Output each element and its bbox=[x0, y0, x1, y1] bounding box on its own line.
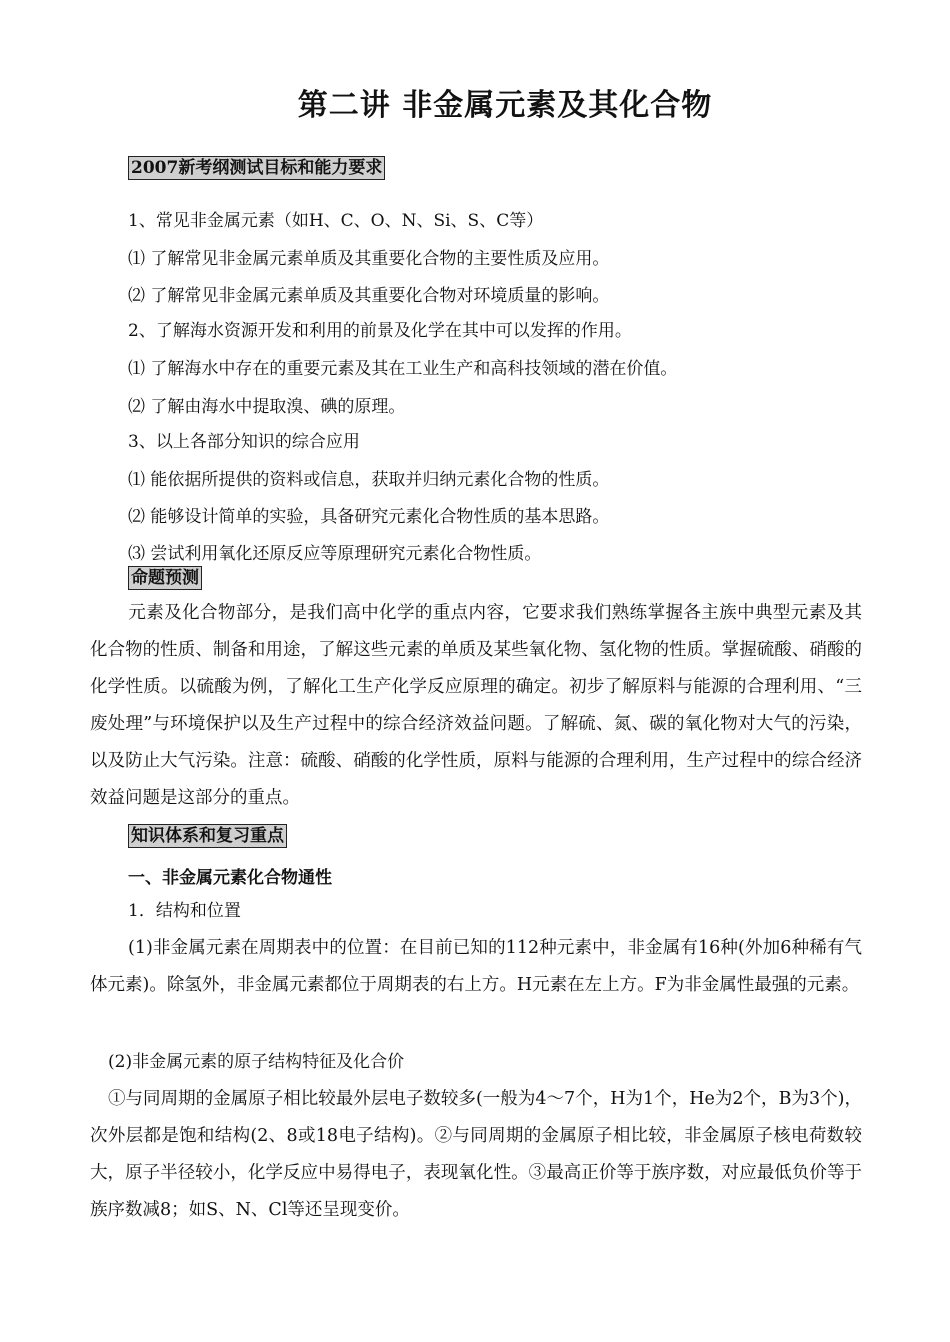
list-item: 3、以上各部分知识的综合应用 bbox=[128, 432, 360, 452]
list-item: ⑵ 了解由海水中提取溴、碘的原理。 bbox=[128, 397, 406, 417]
structure-text: ①与同周期的金属原子相比较最外层电子数较多(一般为4～7个，H为1个，He为2个，B为3个)，次外层都是饱和结构(2、8或18电子结构)。②与同周期的金属原子相比较，非金属原子核电荷数较大，原子半径较小，化学反应中易得电子，表现氧化性。③最高正价等于族序数，对应最低负价等于族序数减8；如S、N、Cl等还呈现变价。 bbox=[90, 1089, 862, 1220]
structure-paragraph bbox=[90, 1081, 862, 1229]
list-item: 1、常见非金属元素（如H、C、O、N、Si、S、C等） bbox=[128, 211, 544, 231]
list-item: ⑶ 尝试利用氧化还原反应等原理研究元素化合物性质。 bbox=[128, 544, 542, 564]
position-paragraph bbox=[90, 930, 862, 1004]
list-item: ⑴ 能依据所提供的资料或信息，获取并归纳元素化合物的性质。 bbox=[128, 470, 610, 490]
section-heading-prediction: 命题预测 bbox=[128, 566, 202, 590]
list-item: ⑵ 了解常见非金属元素单质及其重要化合物对环境质量的影响。 bbox=[128, 286, 610, 306]
section-heading-knowledge: 知识体系和复习重点 bbox=[128, 824, 287, 848]
section-heading-syllabus: 2007新考纲测试目标和能力要求 bbox=[128, 156, 385, 180]
point-heading: (2)非金属元素的原子结构特征及化合价 bbox=[108, 1052, 405, 1072]
prediction-paragraph bbox=[90, 595, 862, 817]
list-item: ⑴ 了解海水中存在的重要元素及其在工业生产和高科技领域的潜在价值。 bbox=[128, 359, 678, 379]
list-item: 2、了解海水资源开发和利用的前景及化学在其中可以发挥的作用。 bbox=[128, 321, 632, 341]
subheading: 一、非金属元素化合物通性 bbox=[128, 868, 332, 888]
prediction-text: 元素及化合物部分，是我们高中化学的重点内容，它要求我们熟练掌握各主族中典型元素及其化合物的性质、制备和用途，了解这些元素的单质及某些氧化物、氢化物的性质。掌握硫酸、硝酸的化学性质。以硫酸为例，了解化工生产化学反应原理的确定。初步了解原料与能源的合理利用、“三废处理”与环境保护以及生产过程中的综合经济效益问题。了解硫、氮、碳的氧化物对大气的污染，以及防止大气污染。注意：硫酸、硝酸的化学性质，原料与能源的合理利用，生产过程中的综合经济效益问题是这部分的重点。 bbox=[90, 603, 862, 808]
list-item: ⑴ 了解常见非金属元素单质及其重要化合物的主要性质及应用。 bbox=[128, 249, 610, 269]
point-heading: 1．结构和位置 bbox=[128, 901, 241, 921]
list-item: ⑵ 能够设计简单的实验，具备研究元素化合物性质的基本思路。 bbox=[128, 507, 610, 527]
page-title: 第二讲 非金属元素及其化合物 bbox=[297, 88, 713, 123]
position-text: (1)非金属元素在周期表中的位置：在目前已知的112种元素中，非金属有16种(外加6种稀有气体元素)。除氢外，非金属元素都位于周期表的右上方。H元素在左上方。F为非金属性最强的元素。 bbox=[90, 938, 862, 995]
